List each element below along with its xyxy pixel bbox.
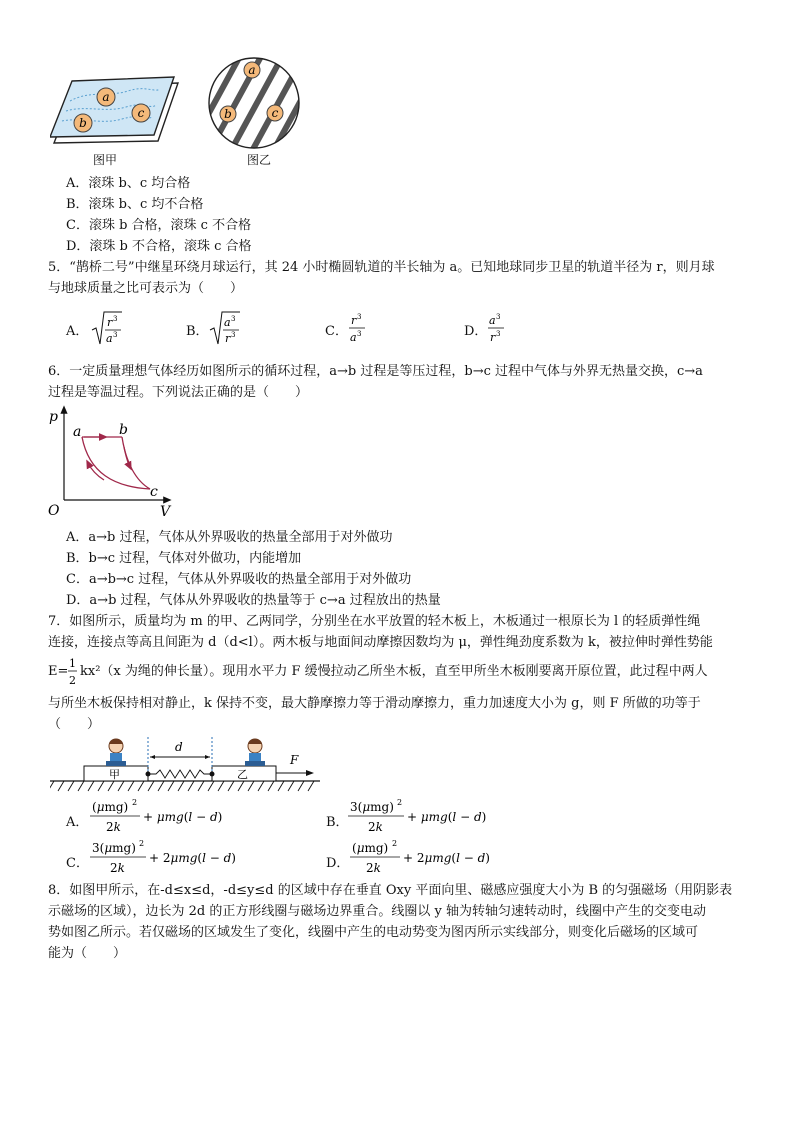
q7-option-c-label: C．: [66, 856, 89, 871]
q7-option-b-formula: [346, 796, 496, 836]
kid-yi-icon: [245, 739, 265, 766]
q5-option-d-label: D．: [464, 324, 488, 339]
q7-board-yi: 乙: [237, 768, 248, 781]
q7-stem-line3-post: kx²（x 为绳的伸长量）。现用水平力 F 缓慢拉动乙所坐木板，直至甲所坐木板刚要离开原位置，此过程中两人: [80, 664, 708, 679]
svg-text:r: r: [225, 332, 231, 345]
yi-label-a: a: [248, 63, 256, 77]
q7-option-a-label: A．: [66, 815, 89, 830]
svg-text:2k: 2k: [106, 820, 121, 834]
svg-text:a: a: [224, 316, 231, 329]
q8-stem-line3: 势如图乙所示。若仅磁场的区域发生了变化，线圈中产生的电动势变为图丙所示实线部分，则变化后磁场的区域可: [48, 925, 699, 940]
svg-text:3: 3: [113, 331, 118, 339]
q7-half-fraction: [67, 654, 79, 688]
svg-text:2: 2: [69, 674, 76, 687]
svg-text:3(μmg): 3(μmg): [92, 841, 136, 855]
svg-text:a: a: [489, 314, 496, 327]
svg-text:(μmg): (μmg): [92, 800, 129, 814]
svg-text:2k: 2k: [366, 861, 381, 875]
q5-option-b-formula: [208, 308, 242, 348]
figure-jia: [50, 55, 185, 145]
q5-option-a-label: A．: [66, 324, 89, 339]
q5-option-c-label: C．: [325, 324, 348, 339]
svg-text:+ 2μmg(l − d): + 2μmg(l − d): [403, 851, 490, 865]
jia-label-a: a: [102, 90, 110, 104]
q5-option-c-formula: [346, 308, 370, 348]
svg-text:3: 3: [113, 315, 118, 323]
svg-text:+ μmg(l − d): + μmg(l − d): [407, 810, 487, 824]
q4-option-b: B．滚珠 b、c 均不合格: [66, 197, 204, 212]
q7-stem-line5: （ ）: [48, 717, 101, 732]
q7-option-b-label: B．: [326, 815, 349, 830]
svg-text:2: 2: [132, 798, 138, 807]
jia-label-c: c: [137, 106, 145, 120]
q7-gap-d: d: [175, 740, 183, 754]
q7-figure: [50, 735, 330, 797]
q7-stem-line3-pre: E=: [48, 664, 69, 679]
q6-option-b: B．b→c 过程，气体对外做功，内能增加: [66, 551, 302, 566]
svg-text:2: 2: [139, 839, 145, 848]
q5-option-a-formula: [90, 308, 124, 348]
svg-text:3: 3: [357, 313, 362, 321]
figure-yi: [206, 55, 302, 151]
q6-point-b: b: [119, 422, 128, 438]
q7-stem-line1: 7．如图所示，质量均为 m 的甲、乙两同学，分别坐在水平放置的轻木板上，木板通过一根原长为 l 的轻质弹性绳: [48, 614, 701, 629]
caption-yi: 图乙: [247, 153, 272, 167]
svg-text:+ μmg(l − d): + μmg(l − d): [143, 810, 223, 824]
q7-stem-line2: 连接，连接点等高且间距为 d（d<l）。两木板与地面间动摩擦因数均为 μ，弹性绳劲度系数为 k，被拉伸时弹性势能: [48, 635, 713, 650]
caption-jia: 图甲: [93, 153, 118, 167]
svg-text:2: 2: [392, 839, 398, 848]
q6-pv-graph: [44, 403, 174, 518]
svg-text:3: 3: [231, 331, 236, 339]
q4-option-c: C．滚珠 b 合格，滚珠 c 不合格: [66, 218, 252, 233]
q7-option-a-formula: [88, 796, 228, 836]
svg-text:(μmg): (μmg): [352, 841, 389, 855]
q7-board-jia: 甲: [109, 768, 120, 781]
q7-option-d-label: D．: [326, 856, 350, 871]
q6-axis-v: V: [160, 504, 171, 518]
svg-text:3: 3: [357, 330, 362, 338]
q5-option-d-formula: [485, 308, 509, 348]
svg-text:3(μmg): 3(μmg): [350, 800, 394, 814]
q8-stem-line2: 示磁场的区域），边长为 2d 的正方形线圈与磁场边界重合。线圈以 y 轴为转轴匀速转动时，线圈中产生的交变电动: [48, 904, 706, 919]
svg-text:r: r: [490, 331, 496, 344]
svg-text:2: 2: [397, 798, 403, 807]
svg-text:r: r: [351, 314, 357, 327]
q7-force-f: F: [290, 753, 299, 767]
yi-label-c: c: [271, 106, 279, 120]
q7-stem-line4: 与所坐木板保持相对静止，k 保持不变，最大静摩擦力等于滑动摩擦力，重力加速度大小为 g，则 F 所做的功等于: [48, 696, 701, 711]
q6-origin: O: [48, 503, 60, 518]
svg-text:+ 2μmg(l − d): + 2μmg(l − d): [149, 851, 236, 865]
q6-stem-line2: 过程是等温过程。下列说法正确的是（ ）: [48, 385, 309, 400]
q7-option-c-formula: [88, 837, 238, 877]
q6-point-a: a: [73, 424, 82, 440]
svg-text:a: a: [350, 331, 357, 344]
svg-text:3: 3: [231, 315, 236, 323]
jia-label-b: b: [79, 116, 87, 130]
q7-option-d-formula: [348, 837, 498, 877]
svg-text:2k: 2k: [110, 861, 125, 875]
q6-option-a: A．a→b 过程，气体从外界吸收的热量全部用于对外做功: [66, 530, 393, 545]
q8-stem-line4: 能为（ ）: [48, 946, 127, 961]
q6-option-d: D．a→b 过程，气体从外界吸收的热量等于 c→a 过程放出的热量: [66, 593, 441, 608]
q6-stem-line1: 6．一定质量理想气体经历如图所示的循环过程，a→b 过程是等压过程，b→c 过程中气体与外界无热量交换，c→a: [48, 364, 703, 379]
q6-option-c: C．a→b→c 过程，气体从外界吸收的热量全部用于对外做功: [66, 572, 412, 587]
q5-option-b-label: B．: [186, 324, 209, 339]
q5-stem-line1: 5．“鹊桥二号”中继星环绕月球运行，其 24 小时椭圆轨道的半长轴为 a。已知地球同步卫星的轨道半径为 r，则月球: [48, 260, 715, 275]
kid-jia-icon: [106, 739, 126, 766]
q6-axis-p: p: [49, 409, 58, 425]
q8-stem-line1: 8．如图甲所示，在-d≤x≤d，-d≤y≤d 的区域中存在垂直 Oxy 平面向里、磁感应强度大小为 B 的匀强磁场（用阴影表: [48, 883, 733, 898]
q4-option-a: A．滚珠 b、c 均合格: [66, 176, 191, 191]
q5-stem-line2: 与地球质量之比可表示为（ ）: [48, 281, 244, 296]
yi-label-b: b: [224, 107, 232, 121]
svg-text:3: 3: [496, 330, 501, 338]
q4-option-d: D．滚珠 b 不合格，滚珠 c 合格: [66, 239, 252, 254]
q6-point-c: c: [150, 484, 158, 500]
svg-text:r: r: [107, 316, 113, 329]
svg-text:a: a: [106, 332, 113, 345]
svg-text:2k: 2k: [368, 820, 383, 834]
svg-text:1: 1: [69, 657, 76, 670]
svg-text:3: 3: [496, 313, 501, 321]
